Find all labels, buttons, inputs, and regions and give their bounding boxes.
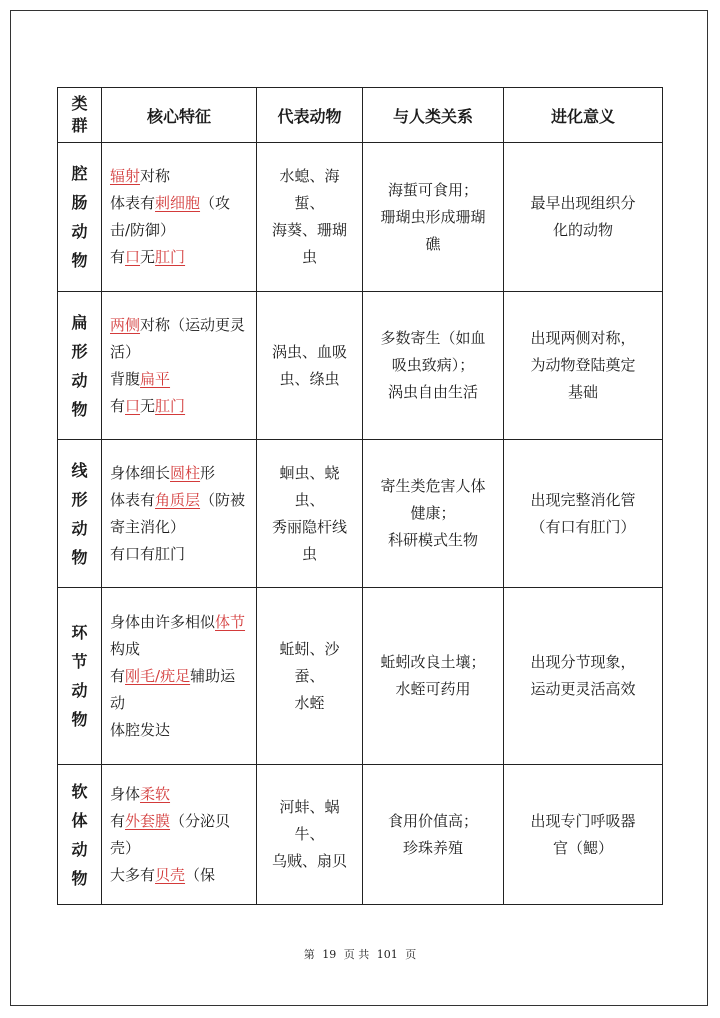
features-cell	[102, 143, 257, 292]
feature-line	[110, 460, 250, 487]
feature-text: 有	[110, 666, 126, 685]
group-char: 软	[71, 781, 88, 801]
group-char: 线	[71, 460, 88, 480]
features-cell	[102, 292, 257, 440]
header-relation: 与人类关系	[363, 88, 504, 143]
feature-text: 对称（运动更灵活）	[110, 315, 246, 361]
relation-line: 食用价值高；	[387, 811, 478, 830]
footer-pre: 第	[303, 948, 315, 961]
animal-classification-table	[57, 87, 663, 905]
relation-line: 水蛭可药用	[395, 680, 471, 698]
feature-line	[110, 190, 250, 244]
feature-text: 身体	[110, 784, 141, 803]
feature-text: 无	[140, 396, 156, 415]
group-cell	[58, 588, 102, 765]
feature-text: 体表有	[110, 194, 156, 212]
examples-line: 蚯蚓、沙蚕、	[279, 639, 340, 685]
relation-line: 礁	[425, 234, 441, 253]
group-char: 体	[71, 810, 88, 830]
significance-line: 出现两侧对称，	[530, 329, 636, 347]
significance-line: 出现分节现象，	[530, 653, 636, 671]
significance-cell	[504, 588, 663, 765]
feature-text: 对称	[140, 167, 171, 185]
relation-cell	[363, 440, 504, 588]
group-char: 物	[71, 399, 88, 419]
features-cell	[102, 588, 257, 765]
keyword: 柔软	[140, 784, 171, 803]
relation-line: 珊瑚虫形成珊瑚	[380, 207, 486, 226]
significance-line: 出现完整消化管	[530, 490, 636, 509]
group-char: 物	[71, 710, 88, 729]
keyword: 圆柱	[170, 463, 201, 482]
feature-line	[110, 393, 250, 420]
keyword: 贝壳	[155, 865, 186, 884]
group-char: 扁	[71, 312, 88, 332]
feature-line	[110, 717, 250, 744]
table-row	[58, 765, 663, 905]
relation-line: 科研模式生物	[387, 531, 478, 549]
feature-text: 体表有	[110, 490, 156, 509]
header-examples: 代表动物	[257, 88, 363, 143]
feature-line	[110, 862, 250, 889]
significance-cell	[504, 765, 663, 905]
relation-cell	[363, 765, 504, 905]
group-char: 物	[71, 547, 88, 567]
table-row	[58, 440, 663, 588]
group-char: 动	[71, 681, 88, 700]
relation-line: 健康；	[410, 504, 456, 522]
examples-line: 秀丽隐杆线	[271, 517, 347, 536]
keyword: 刚毛/疣足	[125, 666, 191, 685]
examples-line: 虫	[301, 248, 317, 266]
examples-line: 虫	[301, 544, 317, 563]
examples-cell	[257, 292, 363, 440]
feature-text: 背腹	[110, 369, 141, 388]
group-char: 形	[71, 489, 88, 509]
feature-text: 有	[110, 248, 126, 266]
table-row	[58, 143, 663, 292]
footer-post: 页	[405, 948, 417, 961]
group-cell	[58, 292, 102, 440]
header-group-bottom: 群	[71, 116, 88, 135]
feature-line	[110, 312, 250, 366]
footer-mid: 页 共	[343, 948, 370, 961]
examples-line: 水蛭	[294, 693, 325, 712]
group-char: 动	[71, 839, 88, 859]
feature-line	[110, 781, 250, 808]
feature-text: 有口有肛门	[110, 544, 186, 563]
significance-cell	[504, 292, 663, 440]
feature-line	[110, 663, 250, 717]
relation-cell	[363, 143, 504, 292]
keyword: 口	[125, 248, 141, 266]
feature-text: 辅助运动	[110, 666, 236, 712]
significance-cell	[504, 440, 663, 588]
examples-cell	[257, 440, 363, 588]
examples-cell	[257, 588, 363, 765]
feature-line	[110, 487, 250, 541]
keyword: 两侧	[110, 315, 141, 334]
examples-cell	[257, 143, 363, 292]
relation-cell	[363, 588, 504, 765]
group-char: 动	[71, 370, 88, 390]
significance-cell	[504, 143, 663, 292]
keyword: 外套膜	[125, 811, 171, 830]
feature-text: （分泌贝壳）	[110, 811, 231, 857]
keyword: 刺细胞	[155, 194, 201, 212]
examples-line: 涡虫、血吸	[271, 342, 347, 361]
feature-line	[110, 808, 250, 862]
feature-text: 身体细长	[110, 463, 171, 482]
relation-line: 寄生类危害人体	[380, 477, 486, 495]
examples-line: 河蚌、蜗牛、	[279, 798, 340, 843]
relation-line: 海蜇可食用；	[387, 180, 478, 199]
keyword: 辐射	[110, 167, 141, 185]
keyword: 肛门	[155, 396, 186, 415]
feature-text: 构成	[110, 639, 141, 658]
group-char: 物	[71, 251, 88, 270]
significance-line: 为动物登陆奠定	[530, 356, 636, 374]
table-header-row	[58, 88, 663, 143]
feature-text: 体腔发达	[110, 720, 171, 739]
keyword: 体节	[215, 612, 246, 631]
features-cell	[102, 765, 257, 905]
table-row	[58, 292, 663, 440]
keyword: 角质层	[155, 490, 201, 509]
header-significance: 进化意义	[504, 88, 663, 143]
group-char: 形	[71, 341, 88, 361]
group-cell	[58, 765, 102, 905]
group-char: 动	[71, 222, 88, 241]
feature-line	[110, 366, 250, 393]
group-char: 环	[71, 623, 88, 642]
significance-line: 官（鳃）	[552, 838, 613, 857]
feature-text: （攻击/防御）	[110, 194, 231, 239]
relation-line: 蚯蚓改良土壤；	[380, 653, 486, 671]
feature-text: 有	[110, 396, 126, 415]
examples-line: 蛔虫、蛲虫、	[279, 463, 340, 509]
page-footer	[0, 946, 720, 962]
group-char: 肠	[71, 193, 88, 212]
group-cell	[58, 440, 102, 588]
group-char: 节	[71, 652, 88, 671]
footer-page-number: 19	[322, 948, 337, 961]
features-cell	[102, 440, 257, 588]
header-features: 核心特征	[102, 88, 257, 143]
feature-text: （防被寄主消化）	[110, 490, 246, 536]
keyword: 扁平	[140, 369, 171, 388]
feature-line	[110, 541, 250, 568]
keyword: 肛门	[155, 248, 186, 266]
relation-line: 珍珠养殖	[402, 838, 463, 857]
feature-line	[110, 609, 250, 663]
relation-line: 涡虫自由生活	[387, 383, 478, 401]
group-char: 动	[71, 518, 88, 538]
feature-text: （保	[185, 865, 216, 884]
examples-line: 虫、绦虫	[279, 369, 340, 388]
feature-text: 有	[110, 811, 126, 830]
relation-line: 吸虫致病）；	[391, 356, 475, 374]
group-cell	[58, 143, 102, 292]
header-group-top: 类	[71, 94, 88, 113]
examples-cell	[257, 765, 363, 905]
relation-cell	[363, 292, 504, 440]
significance-line: 化的动物	[552, 221, 613, 239]
feature-text: 无	[140, 248, 156, 266]
footer-total-pages: 101	[376, 948, 398, 961]
group-char: 腔	[71, 164, 88, 183]
relation-line: 多数寄生（如血	[380, 329, 486, 347]
feature-text: 身体由许多相似	[110, 612, 216, 631]
significance-line: 最早出现组织分	[530, 194, 636, 212]
examples-line: 乌贼、扇贝	[271, 852, 347, 870]
feature-line	[110, 244, 250, 271]
keyword: 口	[125, 396, 141, 415]
significance-line: （有口有肛门）	[530, 517, 636, 536]
feature-text: 形	[200, 463, 216, 482]
group-char: 物	[71, 868, 88, 888]
table-row	[58, 588, 663, 765]
examples-line: 水螅、海蜇、	[279, 167, 340, 212]
significance-line: 出现专门呼吸器	[530, 811, 636, 830]
significance-line: 基础	[567, 383, 598, 401]
feature-text: 大多有	[110, 865, 156, 884]
significance-line: 运动更灵活高效	[530, 680, 636, 698]
feature-line	[110, 163, 250, 190]
examples-line: 海葵、珊瑚	[271, 221, 347, 239]
header-group	[58, 88, 102, 143]
